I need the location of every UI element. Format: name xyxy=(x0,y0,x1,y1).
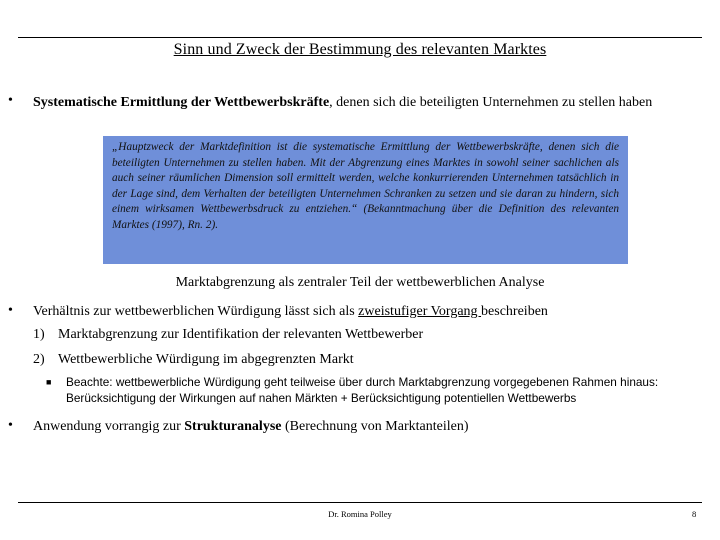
quote-box: „Hauptzweck der Marktdefinition ist die systematische Ermittlung der Wettbewerbskräfte, denen sich die beteiligten Unternehmen zu stellen haben. Mit der Abgrenzung eines Marktes in sowohl seiner sachlichen als auch seiner räumlichen Dimension soll ermittelt werden, welche konkurrierenden Unternehmen tatsächlich in der Lage sind, dem Verhalten der beteiligten Unternehmen Schranken zu setzen und sie daran zu hindern, sich einem wirksamen Wettbewerbsdruck zu entziehen.“ (Bekanntmachung über die Definition des relevanten Marktes (1997), Rn. 2). xyxy=(103,136,628,264)
bullet-marker: • xyxy=(8,93,13,108)
bullet-2-post: beschreiben xyxy=(481,304,548,319)
step-number: 2) xyxy=(33,352,45,367)
top-divider xyxy=(18,37,702,38)
page-number: 8 xyxy=(692,509,697,519)
bullet-3-pre: Anwendung vorrangig zur xyxy=(33,419,185,434)
bullet-2-text xyxy=(33,302,673,321)
bullet-2-underlined: zweistufiger Vorgang xyxy=(358,304,482,319)
bullet-marker: • xyxy=(8,303,13,318)
step-text: Marktabgrenzung zur Identifikation der relevanten Wettbewerber xyxy=(58,327,424,342)
bullet-1-rest: , denen sich die beteiligten Unternehmen zu stellen haben xyxy=(329,95,653,110)
bullet-3-post: (Berechnung von Marktanteilen) xyxy=(281,419,469,434)
step-number: 1) xyxy=(33,327,45,342)
bullet-3-text xyxy=(33,417,673,436)
bullet-3-bold: Strukturanalyse xyxy=(184,419,282,434)
bottom-divider xyxy=(18,502,702,503)
bullet-marker: • xyxy=(8,418,13,433)
step-text: Wettbewerbliche Würdigung im abgegrenzten Markt xyxy=(58,352,354,367)
footer-author: Dr. Romina Polley xyxy=(328,509,392,519)
square-bullet-icon: ■ xyxy=(46,377,52,387)
bullet-1-bold: Systematische Ermittlung der Wettbewerbskräfte xyxy=(33,95,330,110)
note-text: Beachte: wettbewerbliche Würdigung geht teilweise über durch Marktabgrenzung vorgegebenen Rahmen hinaus: Berücksichtigung der Wirkungen auf nahen Märkten + Berücksichtigung potentiellen Wettbewerbs xyxy=(66,375,659,405)
subheading: Marktabgrenzung als zentraler Teil der wettbewerblichen Analyse xyxy=(175,275,545,290)
bullet-2-pre: Verhältnis zur wettbewerblichen Würdigung lässt sich als xyxy=(33,304,359,319)
bullet-1-text xyxy=(33,93,673,112)
slide-title: Sinn und Zweck der Bestimmung des relevanten Marktes xyxy=(173,41,547,58)
